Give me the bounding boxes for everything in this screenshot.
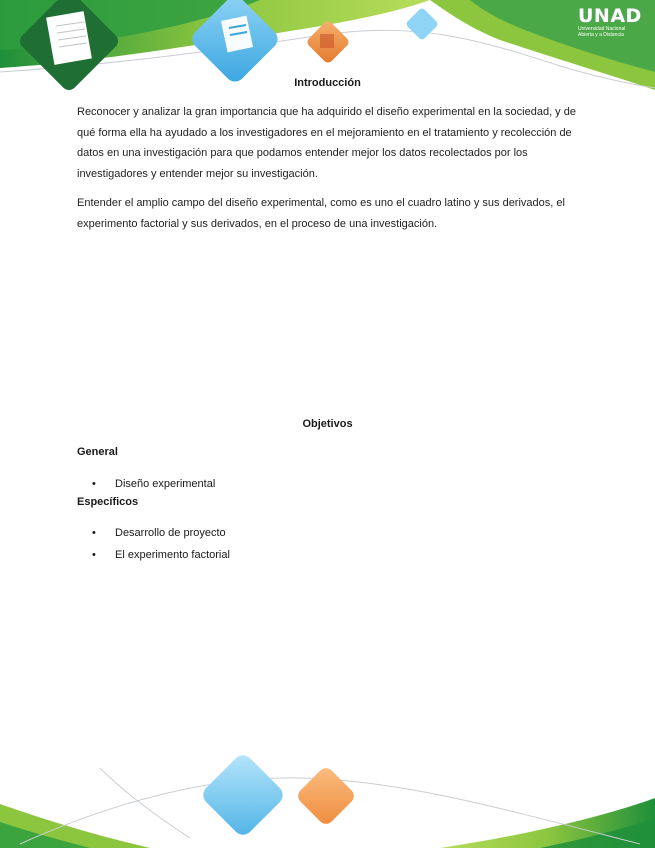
logo-subtitle-line1: Universidad Nacional xyxy=(578,26,626,32)
list-item-label: El experimento factorial xyxy=(115,549,230,561)
list-item xyxy=(77,522,230,544)
bullet-icon: • xyxy=(92,478,96,490)
logo-mark: UNAD xyxy=(578,5,642,27)
list-item xyxy=(77,544,230,566)
introduccion-title: Introducción xyxy=(294,77,361,89)
orange-diamond-icon xyxy=(295,765,357,827)
bullet-icon: • xyxy=(92,527,96,539)
small-diamond-icon xyxy=(405,7,439,41)
list-item xyxy=(77,473,215,495)
especificos-subtitle: Específicos xyxy=(77,496,139,508)
bullet-icon: • xyxy=(92,549,96,561)
general-subtitle: General xyxy=(77,446,118,458)
objetivos-title: Objetivos xyxy=(302,418,353,430)
especificos-list xyxy=(77,522,230,566)
general-list xyxy=(77,473,215,495)
unad-logo xyxy=(578,6,648,42)
blue-diamond-icon xyxy=(199,751,287,839)
introduccion-paragraph-1: Reconocer y analizar la gran importancia que ha adquirido el diseño experimental en la sociedad, y de qué forma ella ha ayudado a los investigadores en el mejoramiento en el tratamiento y recolección de datos en una investigación para que podamos entender mejor los datos recolectados por los investigadores y entender mejor su investigación. xyxy=(77,106,576,180)
list-item-label: Desarrollo de proyecto xyxy=(115,527,226,539)
footer-decoration xyxy=(0,748,655,848)
list-item-label: Diseño experimental xyxy=(115,478,216,490)
logo-subtitle-line2: Abierta y a Distancia xyxy=(578,32,624,38)
introduccion-paragraph-2: Entender el amplio campo del diseño experimental, como es uno el cuadro latino y sus derivados, el experimento factorial y sus derivados, en el proceso de una investigación. xyxy=(77,197,565,230)
